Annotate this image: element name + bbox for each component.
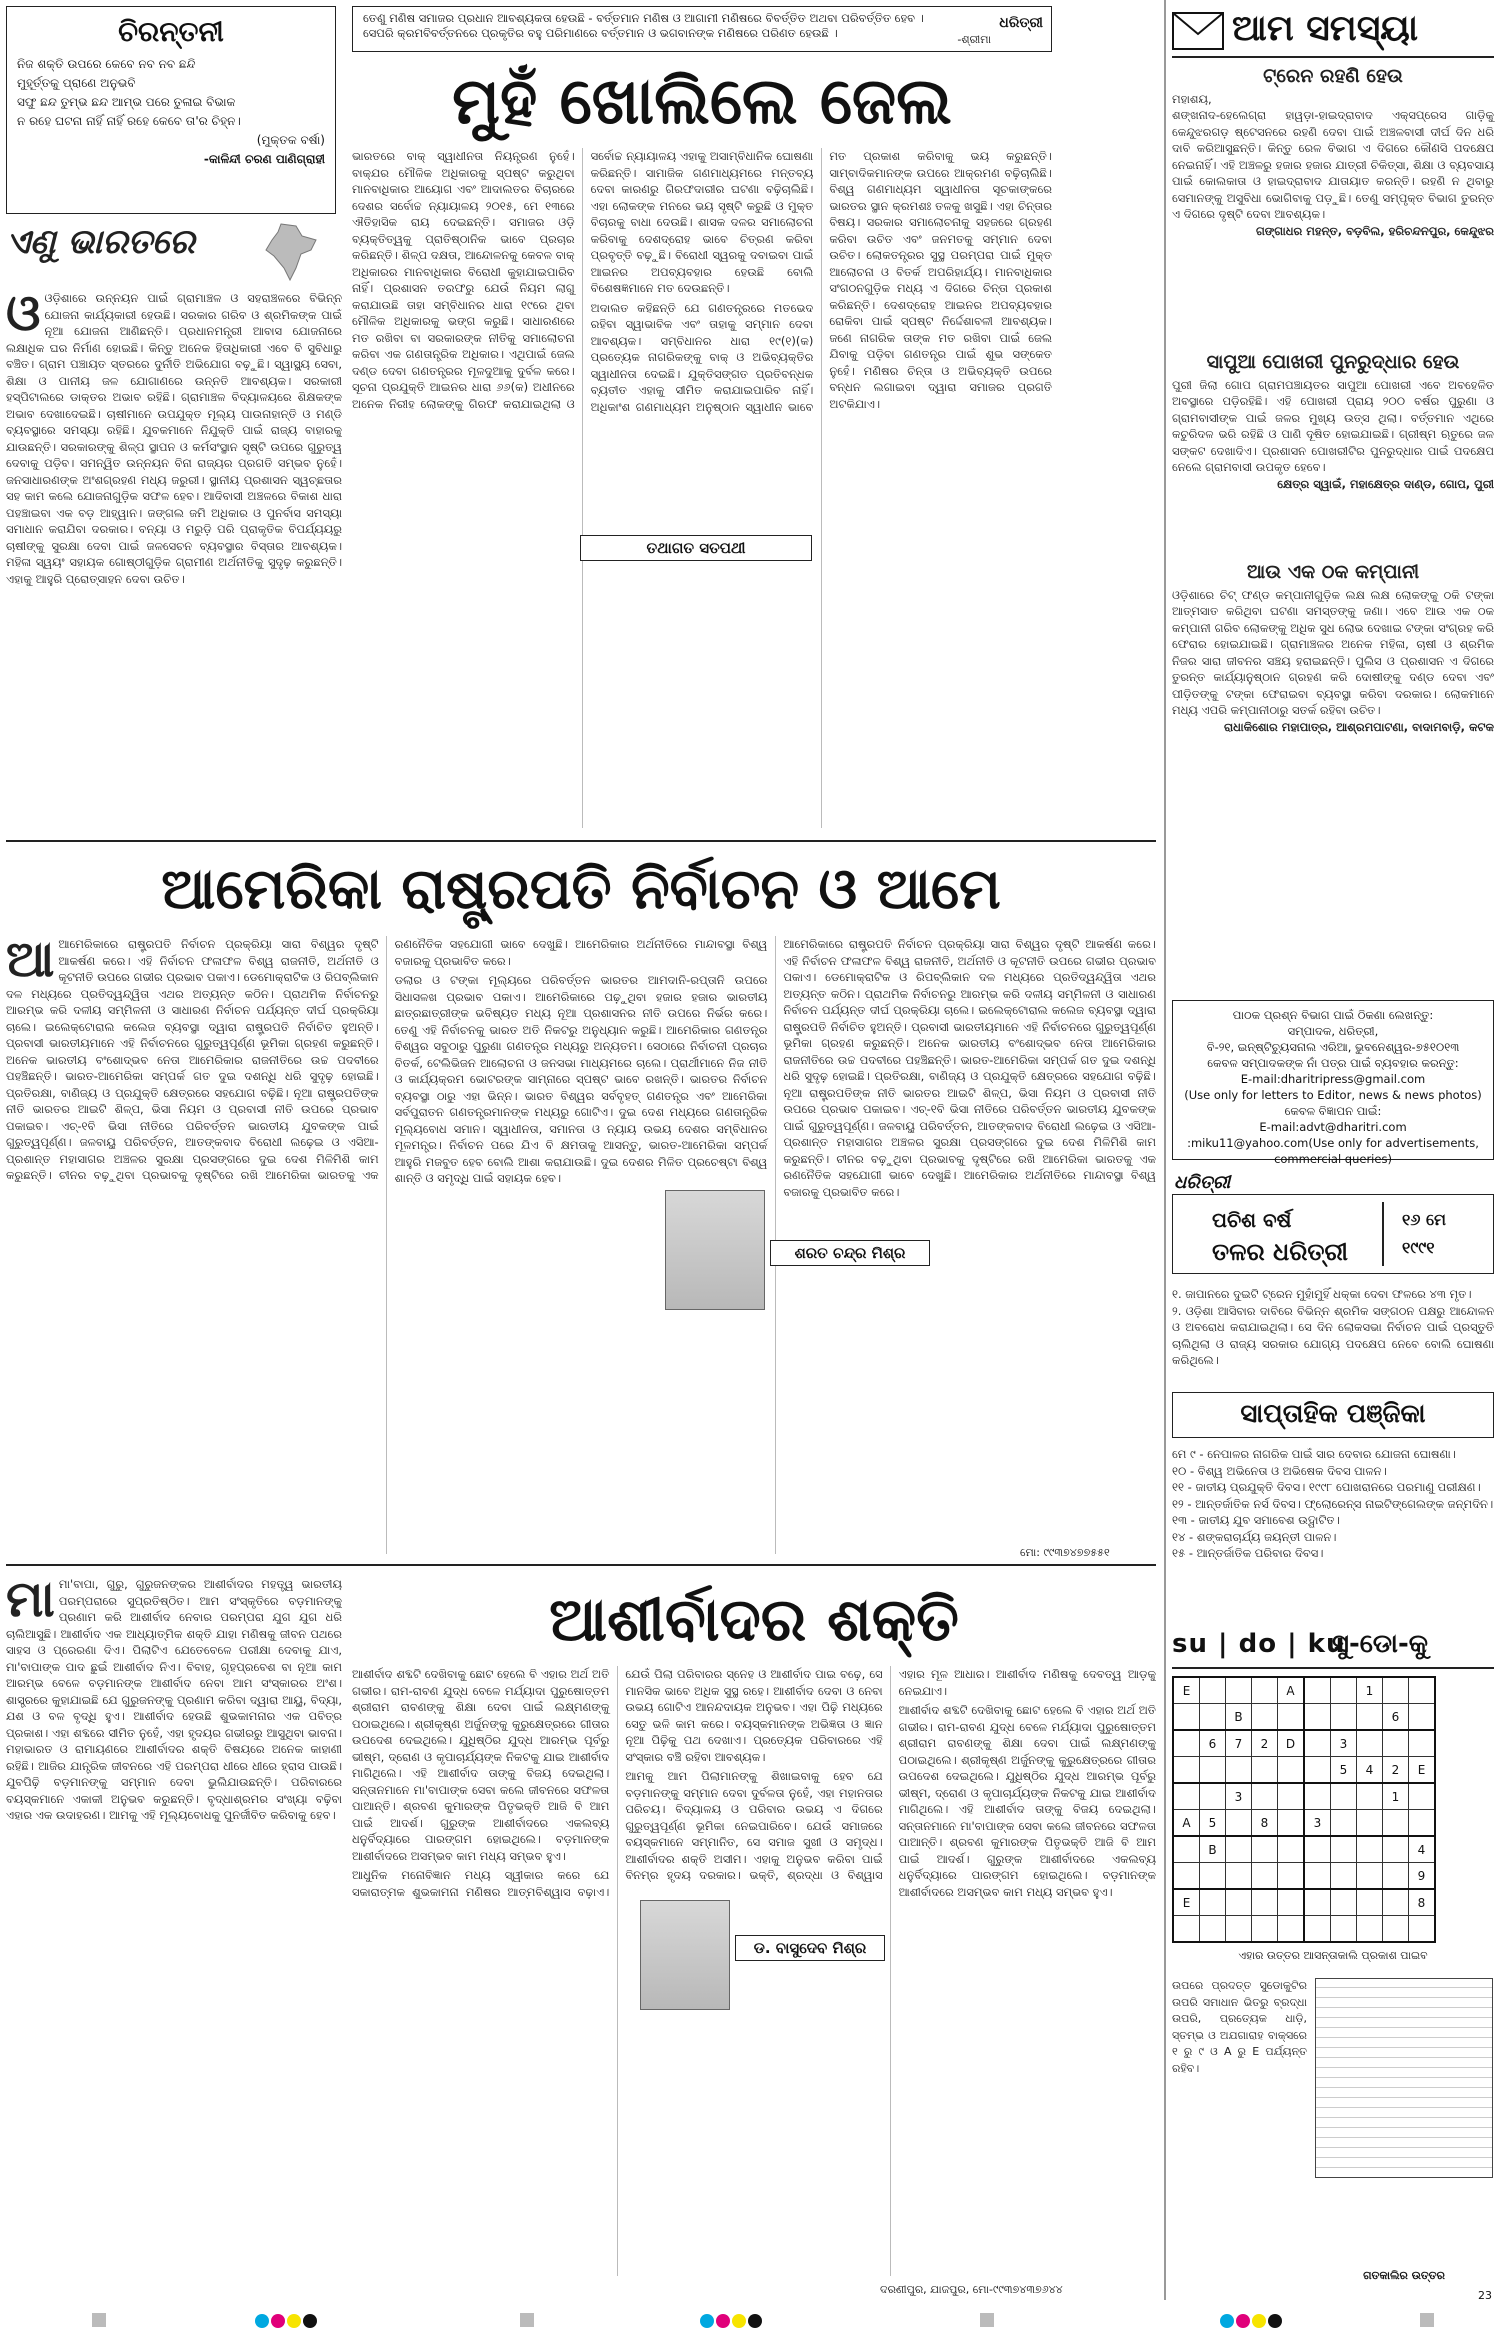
poem-line: ମୁହୂର୍ତ୍ତକୁ ପ୍ରାଣେ ଅନୁଭବି	[17, 76, 136, 90]
address-line: ବି-୨୧, ଇନ୍‌ଷ୍ଟିଚ୍ୟୁସନାଲ ଏରିଆ, ଭୁବନେଶ୍ୱର-୭୫୧୦୧୩	[1206, 1040, 1460, 1054]
sudoku-cell[interactable]: 2	[1252, 1730, 1278, 1757]
weekly-item: ମେ ୯ - ନେପାଳର ନାଗରିକ ପାଇଁ ସାର ଦେବାର ଯୋଜନା ଘୋଷଣା।	[1172, 1447, 1456, 1461]
letter-title: ଟ୍ରେନ ରହଣି ହେଉ	[1263, 65, 1403, 87]
chirantani-title: ଚିରନ୍ତନୀ	[118, 15, 224, 48]
sudoku-cell[interactable]	[1252, 1677, 1278, 1704]
sudoku-cell[interactable]	[1304, 1704, 1331, 1731]
sudoku-cell[interactable]	[1357, 1889, 1383, 1916]
envelope-icon	[1172, 12, 1224, 50]
sudoku-cell[interactable]	[1383, 1836, 1409, 1863]
sudoku-cell[interactable]	[1278, 1863, 1305, 1890]
sudoku-cell[interactable]	[1357, 1783, 1383, 1810]
sudoku-cell[interactable]	[1304, 1836, 1331, 1863]
article3-paragraph: ଆଶୀର୍ବାଦ ଶବ୍ଦଟି ଦେଖିବାକୁ ଛୋଟ ହେଲେ ବି ଏହାର ଅର୍ଥ ଅତି ଗଭୀର। ରାମ-ରାବଣ ଯୁଦ୍ଧ ବେଳେ ମର୍ଯ୍ୟାଦା ପୁରୁଷୋତ୍ତମ ଶ୍ରୀରାମ ରାବଣଙ୍କୁ ଶିକ୍ଷା ଦେବା ପାଇଁ ଲକ୍ଷ୍ମଣଙ୍କୁ ପଠାଇଥିଲେ। ଶ୍ରୀକୃଷ୍ଣ ଅର୍ଜୁନଙ୍କୁ କୁରୁକ୍ଷେତ୍ରରେ ଗୀତାର ଉପଦେଶ ଦେଇଥିଲେ। ଯୁଧିଷ୍ଠିର ଯୁଦ୍ଧ ଆରମ୍ଭ ପୂର୍ବରୁ ଭୀଷ୍ମ, ଦ୍ରୋଣ ଓ କୃପାଚାର୍ଯ୍ୟଙ୍କ ନିକଟକୁ ଯାଇ ଆଶୀର୍ବାଦ ମାଗିଥିଲେ। ଏହି ଆଶୀର୍ବାଦ ତାଙ୍କୁ ବିଜୟ ଦେଇଥିଲା। ସନ୍ତାନମାନେ ମା'ବାପାଙ୍କ ସେବା କଲେ ଜୀବନରେ ସଫଳତା ପାଆନ୍ତି। ଶ୍ରବଣ କୁମାରଙ୍କ ପିତୃଭକ୍ତି ଆଜି ବି ଆମ ପାଇଁ ଆଦର୍ଶ। ଗୁରୁଙ୍କ ଆଶୀର୍ବାଦରେ ଏକଲବ୍ୟ ଧନୁର୍ବିଦ୍ୟାରେ ପାରଙ୍ଗମ ହୋଇଥିଲେ। ବଡ଼ମାନଙ୍କ ଆଶୀର୍ବାଦରେ ଅସମ୍ଭବ କାମ ମଧ୍ୟ ସମ୍ଭବ ହୁଏ।	[898, 1703, 1156, 1899]
ajibharat-header	[6, 222, 336, 282]
sudoku-cell[interactable]	[1304, 1677, 1331, 1704]
article3-paragraph: ଆଶୀର୍ବାଦ ଶବ୍ଦଟି ଦେଖିବାକୁ ଛୋଟ ହେଲେ ବି ଏହାର ଅର୍ଥ ଅତି ଗଭୀର। ରାମ-ରାବଣ ଯୁଦ୍ଧ ବେଳେ ମର୍ଯ୍ୟାଦା ପୁରୁଷୋତ୍ତମ ଶ୍ରୀରାମ ରାବଣଙ୍କୁ ଶିକ୍ଷା ଦେବା ପାଇଁ ଲକ୍ଷ୍ମଣଙ୍କୁ ପଠାଇଥିଲେ। ଶ୍ରୀକୃଷ୍ଣ ଅର୍ଜୁନଙ୍କୁ କୁରୁକ୍ଷେତ୍ରରେ ଗୀତାର ଉପଦେଶ ଦେଇଥିଲେ। ଯୁଧିଷ୍ଠିର ଯୁଦ୍ଧ ଆରମ୍ଭ ପୂର୍ବରୁ ଭୀଷ୍ମ, ଦ୍ରୋଣ ଓ କୃପାଚାର୍ଯ୍ୟଙ୍କ ନିକଟକୁ ଯାଇ ଆଶୀର୍ବାଦ ମାଗିଥିଲେ। ଏହି ଆଶୀର୍ବାଦ ତାଙ୍କୁ ବିଜୟ ଦେଇଥିଲା। ସନ୍ତାନମାନେ ମା'ବାପାଙ୍କ ସେବା କଲେ ଜୀବନରେ ସଫଳତା ପାଆନ୍ତି। ଶ୍ରବଣ କୁମାରଙ୍କ ପିତୃଭକ୍ତି ଆଜି ବି ଆମ ପାଇଁ ଆଦର୍ଶ। ଗୁରୁଙ୍କ ଆଶୀର୍ବାଦରେ ଏକଲବ୍ୟ ଧନୁର୍ବିଦ୍ୟାରେ ପାରଙ୍ଗମ ହୋଇଥିଲେ। ବଡ଼ମାନଙ୍କ ଆଶୀର୍ବାଦରେ ଅସମ୍ଭବ କାମ ମଧ୍ୟ ସମ୍ଭବ ହୁଏ।	[352, 1667, 610, 1863]
quote-attribution: -ଶ୍ରୀମା	[957, 33, 991, 46]
reg-mark	[520, 2313, 534, 2327]
article2-paragraph: ଡଲାର ଓ ଟଙ୍କା ମୂଲ୍ୟରେ ପରିବର୍ତ୍ତନ ଭାରତର ଆମଦାନି-ରପ୍ତାନି ଉପରେ ସିଧାସଳଖ ପ୍ରଭାବ ପକାଏ। ଆମେରିକାରେ ପଢ଼ୁଥିବା ହଜାର ହଜାର ଭାରତୀୟ ଛାତ୍ରଛାତ୍ରୀଙ୍କ ଭବିଷ୍ୟତ ମଧ୍ୟ ନୂଆ ପ୍ରଶାସନର ନୀତି ଉପରେ ନିର୍ଭର କରେ। ତେଣୁ ଏହି ନିର୍ବାଚନକୁ ଭାରତ ଅତି ନିକଟରୁ ଅନୁଧ୍ୟାନ କରୁଛି। ଆମେରିକାର ଗଣତନ୍ତ୍ର ବିଶ୍ୱର ସବୁଠାରୁ ପୁରୁଣା ଗଣତନ୍ତ୍ର ମଧ୍ୟରୁ ଅନ୍ୟତମ। ସେଠାରେ ନିର୍ବାଚନୀ ପ୍ରଚାର ବିତର୍କ, ଟେଲିଭିଜନ ଆଲୋଚନା ଓ ଜନସଭା ମାଧ୍ୟମରେ ଚାଲେ। ପ୍ରାର୍ଥୀମାନେ ନିଜ ନୀତି ଓ କାର୍ଯ୍ୟକ୍ରମ ଭୋଟରଙ୍କ ସାମ୍ନାରେ ସ୍ପଷ୍ଟ ଭାବେ ରଖନ୍ତି। ଭାରତର ନିର୍ବାଚନ ବ୍ୟବସ୍ଥା ଠାରୁ ଏହା ଭିନ୍ନ। ଭାରତ ବିଶ୍ୱର ସର୍ବବୃହତ୍ ଗଣତନ୍ତ୍ର ଏବଂ ଆମେରିକା ସର୍ବପୁରାତନ ଗଣତନ୍ତ୍ରମାନଙ୍କ ମଧ୍ୟରୁ ଗୋଟିଏ। ଦୁଇ ଦେଶ ମଧ୍ୟରେ ଗଣତାନ୍ତ୍ରିକ ମୂଲ୍ୟବୋଧ ସମାନ। ସ୍ୱାଧୀନତା, ସମାନତା ଓ ନ୍ୟାୟ ଉଭୟ ଦେଶର ସମ୍ବିଧାନର ମୂଳମନ୍ତ୍ର। ନିର୍ବାଚନ ପରେ ଯିଏ ବି କ୍ଷମତାକୁ ଆସନ୍ତୁ, ଭାରତ-ଆମେରିକା ସମ୍ପର୍କ ଆହୁରି ମଜବୁତ ହେବ ବୋଲି ଆଶା କରାଯାଉଛି। ଦୁଇ ଦେଶର ମିଳିତ ପ୍ରଚେଷ୍ଟା ବିଶ୍ୱ ଶାନ୍ତି ଓ ସମୃଦ୍ଧି ପାଇଁ ସହାୟକ ହେବ।	[394, 973, 768, 1185]
sudoku-cell[interactable]	[1200, 1916, 1226, 1943]
letter-salute: ମହାଶୟ,	[1172, 91, 1212, 106]
sudoku-cell[interactable]	[1304, 1889, 1331, 1916]
quote-line-2: ସେପରି କ୍ରମବିବର୍ତ୍ତନରେ ପ୍ରକୃତିର ବହୁ ପରିମାଣରେ ବର୍ତ୍ତମାନ ଓ ଭଗବାନଙ୍କ ମଣିଷରେ ପରିଣତ ହେଉଛି ।	[363, 26, 838, 40]
quote-line-1: ତେଣୁ ମଣିଷ ସମାଜର ପ୍ରଧାନ ଆବଶ୍ୟକତା ହେଉଛି - ବର୍ତ୍ତମାନ ମଣିଷ ଓ ଆଗାମୀ ମଣିଷରେ ବିବର୍ତ୍ତିତ ଅଥବା ପରିବର୍ତ୍ତିତ ହେବ ।	[363, 11, 924, 25]
page-number: 23	[1478, 2289, 1492, 2302]
reg-mark	[1420, 2313, 1434, 2327]
sudoku-cell[interactable]	[1357, 1863, 1383, 1890]
sudoku-cell[interactable]: 3	[1304, 1810, 1331, 1837]
sudoku-row	[1173, 1863, 1435, 1890]
sudoku-cell[interactable]	[1200, 1863, 1226, 1890]
sudoku-cell[interactable]	[1304, 1916, 1331, 1943]
top-quote-strip	[352, 6, 1052, 52]
article3-author: ଡ. ବାସୁଦେବ ମିଶ୍ର	[753, 1939, 867, 1957]
sudoku-cell[interactable]	[1278, 1810, 1305, 1837]
poem-line: ନ ରହେ ଘଟନା ନାହିଁ ନାହିଁ ରହେ କେବେ ତା'ର ଚିହ୍ନ।	[17, 114, 241, 128]
past-items	[1172, 1286, 1494, 1369]
article2-paragraph: ଆମେରିକାରେ ରାଷ୍ଟ୍ରପତି ନିର୍ବାଚନ ପ୍ରକ୍ରିୟା ସାରା ବିଶ୍ୱର ଦୃଷ୍ଟି ଆକର୍ଷଣ କରେ। ଏହି ନିର୍ବାଚନ ଫଳାଫଳ ବିଶ୍ୱ ରାଜନୀତି, ଅର୍ଥନୀତି ଓ କୂଟନୀତି ଉପରେ ଗଭୀର ପ୍ରଭାବ ପକାଏ। ଡେମୋକ୍ରାଟିକ ଓ ରିପବ୍ଲିକାନ ଦଳ ମଧ୍ୟରେ ପ୍ରତିଦ୍ୱନ୍ଦ୍ୱିତା ଏଥର ଅତ୍ୟନ୍ତ କଠିନ। ପ୍ରାଥମିକ ନିର୍ବାଚନରୁ ଆରମ୍ଭ କରି ଦଳୀୟ ସମ୍ମିଳନୀ ଓ ସାଧାରଣ ନିର୍ବାଚନ ପର୍ଯ୍ୟନ୍ତ ଦୀର୍ଘ ପ୍ରକ୍ରିୟା ଚାଲେ। ଇଲେକ୍ଟୋରାଲ କଲେଜ ବ୍ୟବସ୍ଥା ଦ୍ୱାରା ରାଷ୍ଟ୍ରପତି ନିର୍ବାଚିତ ହୁଅନ୍ତି। ପ୍ରବାସୀ ଭାରତୀୟମାନେ ଏହି ନିର୍ବାଚନରେ ଗୁରୁତ୍ୱପୂର୍ଣ୍ଣ ଭୂମିକା ଗ୍ରହଣ କରୁଛନ୍ତି। ଅନେକ ଭାରତୀୟ ବଂଶୋଦ୍ଭବ ନେତା ଆମେରିକାର ରାଜନୀତିରେ ଉଚ୍ଚ ପଦବୀରେ ପହଞ୍ଚିଛନ୍ତି। ଭାରତ-ଆମେରିକା ସମ୍ପର୍କ ଗତ ଦୁଇ ଦଶନ୍ଧି ଧରି ସୁଦୃଢ଼ ହୋଇଛି। ପ୍ରତିରକ୍ଷା, ବାଣିଜ୍ୟ ଓ ପ୍ରଯୁକ୍ତି କ୍ଷେତ୍ରରେ ସହଯୋଗ ବଢ଼ିଛି। ନୂଆ ରାଷ୍ଟ୍ରପତିଙ୍କ ନୀତି ଭାରତର ଆଇଟି ଶିଳ୍ପ, ଭିସା ନିୟମ ଓ ପ୍ରବାସୀ ନୀତି ଉପରେ ପ୍ରଭାବ ପକାଇବ। ଏଚ୍-୧ବି ଭିସା ନୀତିରେ ପରିବର୍ତ୍ତନ ଭାରତୀୟ ଯୁବକଙ୍କ ପାଇଁ ଗୁରୁତ୍ୱପୂର୍ଣ୍ଣ। ଜଳବାୟୁ ପରିବର୍ତ୍ତନ, ଆତଙ୍କବାଦ ବିରୋଧୀ ଲଢ଼େଇ ଓ ଏସିଆ-ପ୍ରଶାନ୍ତ ମହାସାଗର ଅଞ୍ଚଳର ସୁରକ୍ଷା ପ୍ରସଙ୍ଗରେ ଦୁଇ ଦେଶ ମିଳିମିଶି କାମ କରୁଛନ୍ତି। ଚୀନର ବଢ଼ୁଥିବା ପ୍ରଭାବକୁ ଦୃଷ୍ଟିରେ ରଖି ଆମେରିକା ଭାରତକୁ ଏକ ରଣନୈତିକ ସହଯୋଗୀ ଭାବେ ଦେଖୁଛି। ଆମେରିକାର ଅର୍ଥନୀତିରେ ମାନ୍ଦାବସ୍ଥା ବିଶ୍ୱ ବଜାରକୁ ପ୍ରଭାବିତ କରେ।	[783, 937, 1156, 1199]
weekly-item: ୧୦ - ବିଶ୍ୱ ଅଭିନେତା ଓ ଅଭିଷେକ ଦିବସ ପାଳନ।	[1172, 1463, 1387, 1478]
letter-body: ପୁରୀ ଜିଲା ଗୋପ ଗ୍ରାମପଞ୍ଚାୟତର ସାପୁଆ ପୋଖରୀ ଏବେ ଅବହେଳିତ ଅବସ୍ଥାରେ ପଡ଼ିରହିଛି। ଏହି ପୋଖରୀ ପ୍ରାୟ ୨୦୦ ବର୍ଷର ପୁରୁଣା ଓ ଗ୍ରାମବାସୀଙ୍କ ପାଇଁ ଜଳର ମୁଖ୍ୟ ଉତ୍ସ ଥିଲା। ବର୍ତ୍ତମାନ ଏଥିରେ କଚୁରିଦଳ ଭରି ରହିଛି ଓ ପାଣି ଦୂଷିତ ହୋଇଯାଇଛି। ଗ୍ରୀଷ୍ମ ଋତୁରେ ଜଳ ସଙ୍କଟ ଦେଖାଦିଏ। ପ୍ରଶାସନ ପୋଖରୀଟିର ପୁନରୁଦ୍ଧାର ପାଇଁ ପଦକ୍ଷେପ ନେଲେ ଗ୍ରାମବାସୀ ଉପକୃତ ହେବେ।	[1172, 377, 1494, 474]
author-photo	[640, 1900, 730, 2010]
weekly-item: ୧୧ - ଜାତୀୟ ପ୍ରଯୁକ୍ତି ଦିବସ। ୧୯୯୮ ପୋଖରାନରେ ପରମାଣୁ ପରୀକ୍ଷଣ।	[1172, 1480, 1481, 1494]
sudoku-cell[interactable]	[1173, 1757, 1200, 1784]
poem-line: ନିଜ ଶକ୍ତି ଉପରେ କେବେ ନବ ନବ ଛନ୍ଦି	[17, 57, 196, 71]
article2-body	[6, 936, 1156, 1554]
sudoku-cell[interactable]: B	[1200, 1836, 1226, 1863]
past-item: ୨. ଓଡ଼ିଶା ଆସିବାର ଦାବିରେ ବିଭିନ୍ନ ଶ୍ରମିକ ସଙ୍ଗଠନ ପକ୍ଷରୁ ଆନ୍ଦୋଳନ ଓ ଅବରୋଧ କରାଯାଇଥିଲା। ସେ ଦିନ ଲୋକସଭା ନିର୍ବାଚନ ପାଇଁ ପ୍ରସ୍ତୁତି ଚାଲିଥିଲା ଓ ରାଜ୍ୟ ସରକାର ଯୋଗ୍ୟ ପଦକ୍ଷେପ ନେବେ ବୋଲି ଘୋଷଣା କରିଥିଲେ।	[1172, 1303, 1494, 1367]
sudoku-cell[interactable]: 4	[1409, 1836, 1436, 1863]
sudoku-cell[interactable]	[1304, 1730, 1331, 1757]
article1-author: ତଥାଗତ ସତପଥୀ	[646, 539, 746, 557]
letter-title: ସାପୁଆ ପୋଖରୀ ପୁନରୁଦ୍ଧାର ହେଉ	[1206, 351, 1460, 373]
sudoku-cell[interactable]: 5	[1331, 1757, 1357, 1784]
print-registration-bar	[0, 2308, 1500, 2333]
sudoku-cell[interactable]	[1331, 1889, 1357, 1916]
sudoku-cell[interactable]	[1173, 1836, 1200, 1863]
sudoku-cell[interactable]	[1252, 1863, 1278, 1890]
sudoku-title: su | do | ku	[1172, 1629, 1346, 1659]
sudoku-cell[interactable]	[1200, 1889, 1226, 1916]
sudoku-title-odia: ସୁ-ଡୋ-କୁ	[1332, 1629, 1428, 1659]
sudoku-cell[interactable]	[1173, 1783, 1200, 1810]
letter-body: ଓଡ଼ିଶାରେ ଚିଟ୍ ଫଣ୍ଡ କମ୍ପାନୀଗୁଡ଼ିକ ଲକ୍ଷ ଲକ୍ଷ ଲୋକଙ୍କୁ ଠକି ଟଙ୍କା ଆତ୍ମସାତ କରିଥିବା ଘଟଣା ସମସ୍ତଙ୍କୁ ଜଣା। ଏବେ ଆଉ ଏକ ଠକ କମ୍ପାନୀ ଗରିବ ଲୋକଙ୍କୁ ଅଧିକ ସୁଧ ଲୋଭ ଦେଖାଇ ଟଙ୍କା ସଂଗ୍ରହ କରି ଫେରାର ହୋଇଯାଇଛି। ଗ୍ରାମାଞ୍ଚଳର ଅନେକ ମହିଳା, ଚାଷୀ ଓ ଶ୍ରମିକ ନିଜର ସାରା ଜୀବନର ସଞ୍ଚୟ ହରାଇଛନ୍ତି। ପୁଲିସ ଓ ପ୍ରଶାସନ ଏ ଦିଗରେ ତୁରନ୍ତ କାର୍ଯ୍ୟାନୁଷ୍ଠାନ ଗ୍ରହଣ କରି ଦୋଷୀଙ୍କୁ ଦଣ୍ଡ ଦେବା ଏବଂ ପୀଡ଼ିତଙ୍କୁ ଟଙ୍କା ଫେରାଇବା ବ୍ୟବସ୍ଥା କରିବା ଦରକାର। ଲୋକମାନେ ମଧ୍ୟ ଏପରି କମ୍ପାନୀଠାରୁ ସତର୍କ ରହିବା ଉଚିତ।	[1172, 587, 1494, 717]
sudoku-cell[interactable]	[1200, 1677, 1226, 1704]
sudoku-cell[interactable]	[1252, 1704, 1278, 1731]
drop-cap: ଓ	[6, 290, 41, 342]
sudoku-cell[interactable]: 5	[1200, 1810, 1226, 1837]
section-divider	[6, 1564, 1156, 1566]
past-divider	[1382, 1202, 1384, 1266]
sudoku-cell[interactable]: 6	[1383, 1704, 1409, 1731]
email-link[interactable]: :miku11@yahoo.com(Use only for advertisements, commercial queries)	[1187, 1136, 1479, 1166]
sudoku-cell[interactable]	[1331, 1863, 1357, 1890]
sudoku-cell[interactable]	[1383, 1730, 1409, 1757]
letter-title: ଆଉ ଏକ ଠକ କମ୍ପାନୀ	[1246, 561, 1420, 583]
sudoku-cell[interactable]	[1173, 1916, 1200, 1943]
article1-paragraph: ଅଦାଲତ କହିଛନ୍ତି ଯେ ଗଣତନ୍ତ୍ରରେ ମତଭେଦ ରହିବା ସ୍ୱାଭାବିକ ଏବଂ ତାହାକୁ ସମ୍ମାନ ଦେବା ଆବଶ୍ୟକ। ସମ୍ବିଧାନର ଧାରା ୧୯(୧)(କ) ପ୍ରତ୍ୟେକ ନାଗରିକଙ୍କୁ ବାକ୍ ଓ ଅଭିବ୍ୟକ୍ତିର ସ୍ୱାଧୀନତା ଦେଇଛି। ଯୁକ୍ତିସଙ୍ଗତ ପ୍ରତିବନ୍ଧକ ବ୍ୟତୀତ ଏହାକୁ ସୀମିତ କରାଯାଇପାରିବ ନାହିଁ। ଅଧିକାଂଶ ଗଣମାଧ୍ୟମ ଅନୁଷ୍ଠାନ ସ୍ୱାଧୀନ ଭାବେ ମତ ପ୍ରକାଶ କରିବାକୁ ଭୟ କରୁଛନ୍ତି। ସାମ୍ବାଦିକମାନଙ୍କ ଉପରେ ଆକ୍ରମଣ ବଢ଼ିଚାଲିଛି। ବିଶ୍ୱ ଗଣମାଧ୍ୟମ ସ୍ୱାଧୀନତା ସୂଚକାଙ୍କରେ ଭାରତର ସ୍ଥାନ କ୍ରମଶଃ ତଳକୁ ଖସୁଛି। ଏହା ଚିନ୍ତାର ବିଷୟ। ସରକାର ସମାଲୋଚନାକୁ ସହଜରେ ଗ୍ରହଣ କରିବା ଉଚିତ ଏବଂ ଜନମତକୁ ସମ୍ମାନ ଦେବା ଉଚିତ। ଲୋକତନ୍ତ୍ରର ସୁସ୍ଥ ପରମ୍ପରା ପାଇଁ ମୁକ୍ତ ଆଲୋଚନା ଓ ବିତର୍କ ଅପରିହାର୍ଯ୍ୟ। ମାନବାଧିକାର ସଂଗଠନଗୁଡ଼ିକ ମଧ୍ୟ ଏ ଦିଗରେ ଚିନ୍ତା ପ୍ରକାଶ କରିଛନ୍ତି। ଦେଶଦ୍ରୋହ ଆଇନର ଅପବ୍ୟବହାର ରୋକିବା ପାଇଁ ସ୍ପଷ୍ଟ ନିର୍ଦ୍ଦେଶାବଳୀ ଆବଶ୍ୟକ। ଜଣେ ନାଗରିକ ତାଙ୍କ ମତ ରଖିବା ପାଇଁ ଜେଲ ଯିବାକୁ ପଡ଼ିବା ଗଣତନ୍ତ୍ର ପାଇଁ ଶୁଭ ସଙ୍କେତ ନୁହେଁ। ମଣିଷର ଚିନ୍ତା ଓ ଅଭିବ୍ୟକ୍ତି ଉପରେ ବନ୍ଧନ ଲଗାଇବା ଦ୍ୱାରା ସମାଜର ପ୍ରଗତି ଅଟକିଯାଏ।	[590, 149, 1052, 414]
sudoku-cell[interactable]	[1226, 1677, 1252, 1704]
sudoku-cell[interactable]	[1331, 1704, 1357, 1731]
weekly-item: ୧୨ - ଆନ୍ତର୍ଜାତିକ ନର୍ସ ଦିବସ। ଫ୍ଲୋରେନ୍ସ ନାଇଟିଙ୍ଗେଲଙ୍କ ଜନ୍ମଦିନ।	[1172, 1496, 1494, 1511]
sudoku-cell[interactable]	[1331, 1916, 1357, 1943]
sudoku-cell[interactable]	[1252, 1916, 1278, 1943]
sudoku-cell[interactable]	[1278, 1757, 1305, 1784]
previous-answer-grid	[1315, 1978, 1493, 2178]
article2-author: ଶରତ ଚନ୍ଦ୍ର ମିଶ୍ର	[794, 1244, 906, 1262]
sudoku-cell[interactable]: A	[1278, 1677, 1305, 1704]
letter-sign: ଗଙ୍ଗାଧର ମହନ୍ତ, ବଡ଼ବିଲ, ହରିଚନ୍ଦନପୁର, କେନ୍ଦୁଝର	[1255, 223, 1494, 238]
ajibharat-title: ଏଣୁ ଭାରତରେ	[6, 222, 195, 262]
sudoku-grid-wrap	[1172, 1676, 1436, 1943]
past-year: ୧୯୯୧	[1402, 1238, 1435, 1257]
sudoku-cell[interactable]	[1357, 1810, 1383, 1837]
address-line: କେବଳ ସମ୍ପାଦକଙ୍କ ନାଁ ପତ୍ର ପାଇଁ ବ୍ୟବହାର କରନ୍ତୁ:	[1207, 1056, 1459, 1070]
weekly-title: ସାପ୍ତାହିକ ପଞ୍ଜିକା	[1172, 1392, 1494, 1438]
article3-footer: ଦରଣୀପୁର, ଯାଜପୁର, ମୋ-୯୯୩୭୪୩୭୬୪୪	[880, 2283, 1063, 2296]
sudoku-row	[1173, 1783, 1435, 1810]
sudoku-cell[interactable]	[1357, 1730, 1383, 1757]
weekly-item: ୧୩ - ଜାତୀୟ ଯୁବ ସମାବେଶ ଉଦ୍ଘାଟିତ।	[1172, 1513, 1340, 1527]
sudoku-cell[interactable]	[1331, 1810, 1357, 1837]
india-map-icon	[256, 222, 326, 282]
article1-author-badge	[580, 535, 812, 561]
article3-lead-body: ମା'ବାପା, ଗୁରୁ, ଗୁରୁଜନଙ୍କର ଆଶୀର୍ବାଦର ମହତ୍ତ୍ୱ ଭାରତୀୟ ପରମ୍ପରାରେ ସୁପ୍ରତିଷ୍ଠିତ। ଆମ ସଂସ୍କୃତିରେ ବଡ଼ମାନଙ୍କୁ ପ୍ରଣାମ କରି ଆଶୀର୍ବାଦ ନେବାର ପରମ୍ପରା ଯୁଗ ଯୁଗ ଧରି ଚାଲିଆସୁଛି। ଆଶୀର୍ବାଦ ଏକ ଆଧ୍ୟାତ୍ମିକ ଶକ୍ତି ଯାହା ମଣିଷକୁ ଜୀବନ ପଥରେ ସାହସ ଓ ପ୍ରେରଣା ଦିଏ। ପିଲାଟିଏ ଯେତେବେଳେ ପରୀକ୍ଷା ଦେବାକୁ ଯାଏ, ମା'ବାପାଙ୍କ ପାଦ ଛୁଇଁ ଆଶୀର୍ବାଦ ନିଏ। ବିବାହ, ଗୃହପ୍ରବେଶ ବା ନୂଆ କାମ ଆରମ୍ଭ ବେଳେ ବଡ଼ମାନଙ୍କ ଆଶୀର୍ବାଦ ନେବା ଆମ ସଂସ୍କାରର ଅଂଶ। ଶାସ୍ତ୍ରରେ କୁହାଯାଇଛି ଯେ ଗୁରୁଜନଙ୍କୁ ପ୍ରଣାମ କରିବା ଦ୍ୱାରା ଆୟୁ, ବିଦ୍ୟା, ଯଶ ଓ ବଳ ବୃଦ୍ଧି ହୁଏ। ଆଶୀର୍ବାଦ ହେଉଛି ଶୁଭକାମନାର ଏକ ପବିତ୍ର ପ୍ରକାଶ। ଏହା ଶବ୍ଦରେ ସୀମିତ ନୁହେଁ, ଏହା ହୃଦୟର ଗଭୀରରୁ ଆସୁଥିବା ଭାବନା। ମହାଭାରତ ଓ ରାମାୟଣରେ ଆଶୀର୍ବାଦର ଶକ୍ତି ବିଷୟରେ ଅନେକ କାହାଣୀ ରହିଛି। ଆଜିର ଯାନ୍ତ୍ରିକ ଜୀବନରେ ଏହି ପରମ୍ପରା ଧୀରେ ଧୀରେ ହ୍ରାସ ପାଉଛି। ଯୁବପିଢ଼ି ବଡ଼ମାନଙ୍କୁ ସମ୍ମାନ ଦେବା ଭୁଲିଯାଉଛନ୍ତି। ପରିବାରରେ ବୟସ୍କମାନେ ଏକାକୀ ଅନୁଭବ କରୁଛନ୍ତି। ବୃଦ୍ଧାଶ୍ରମର ସଂଖ୍ୟା ବଢ଼ିବା ଏହାର ଏକ ଉଦାହରଣ। ଆମକୁ ଏହି ମୂଲ୍ୟବୋଧକୁ ପୁନର୍ଜୀବିତ କରିବାକୁ ହେବ।	[6, 1577, 342, 1822]
sudoku-cell[interactable]: 6	[1200, 1730, 1226, 1757]
sudoku-cell[interactable]	[1173, 1863, 1200, 1890]
past-dharitri-box	[1172, 1172, 1494, 1280]
sudoku-cell[interactable]	[1409, 1677, 1436, 1704]
left-article	[6, 290, 342, 830]
sudoku-cell[interactable]	[1278, 1704, 1305, 1731]
sudoku-cell[interactable]: 7	[1226, 1730, 1252, 1757]
past-item: ୧. ଜାପାନରେ ଦୁଇଟି ଟ୍ରେନ ମୁହାଁମୁହିଁ ଧକ୍କା ଦେବା ଫଳରେ ୪୩ ମୃତ।	[1172, 1287, 1472, 1301]
sudoku-cell[interactable]	[1226, 1889, 1252, 1916]
sudoku-cell[interactable]	[1331, 1783, 1357, 1810]
sudoku-cell[interactable]: 4	[1357, 1757, 1383, 1784]
sudoku-cell[interactable]	[1278, 1783, 1305, 1810]
brand-logo: ଧରିତ୍ରୀ	[999, 15, 1043, 31]
sudoku-cell[interactable]	[1383, 1677, 1409, 1704]
sudoku-cell[interactable]	[1357, 1916, 1383, 1943]
address-line: କେବଳ ବିଜ୍ଞାପନ ପାଇଁ:	[1284, 1104, 1382, 1118]
sudoku-cell[interactable]	[1226, 1836, 1252, 1863]
author-photo	[665, 1190, 765, 1310]
poem-author: -କାଳିନ୍ଦୀ ଚରଣ ପାଣିଗ୍ରାହୀ	[203, 152, 325, 166]
sudoku-cell[interactable]	[1252, 1889, 1278, 1916]
sudoku-cell[interactable]	[1357, 1836, 1383, 1863]
article1-body	[352, 148, 1052, 828]
sudoku-cell[interactable]: 1	[1383, 1783, 1409, 1810]
letter-train	[1172, 64, 1494, 239]
address-box	[1172, 1000, 1494, 1166]
address-note: (Use only for letters to Editor, news & news photos)	[1184, 1088, 1482, 1102]
sudoku-grid[interactable]	[1172, 1676, 1436, 1943]
sudoku-cell[interactable]: 9	[1409, 1863, 1436, 1890]
sudoku-cell[interactable]: 3	[1331, 1730, 1357, 1757]
address-line: ପାଠକ ପ୍ରଶ୍ନ ବିଭାଗ ପାଇଁ ଠିକଣା ଲେଖନ୍ତୁ:	[1232, 1008, 1434, 1022]
chirantani-box	[6, 6, 336, 214]
article1-paragraph: ଭାରତରେ ବାକ୍ ସ୍ୱାଧୀନତା ନିୟନ୍ତ୍ରଣ ନୁହେଁ। ବାକ୍ଯର ମୌଳିକ ଅଧିକାରକୁ ସ୍ପଷ୍ଟ କରୁଥିବା ମାନବାଧିକାର ଆୟୋଗ ଏବଂ ଆଦାଲତର ବିଚାରରେ ଦେଶର ସର୍ବୋଚ୍ଚ ନ୍ୟାୟାଳୟ ୨୦୧୫, ମେ ୧୩ରେ ଐତିହାସିକ ରାୟ ଦେଇଛନ୍ତି। ସମାଜର ଓଡ଼ି ବ୍ୟକ୍ତିତ୍ୱକୁ ପ୍ରାତିଷ୍ଠାନିକ ଭାବେ ପ୍ରଚାର କରିଛନ୍ତି। ଶିଳ୍ପ ଦକ୍ଷତା, ଆନ୍ଦୋଳନକୁ କେବଳ ବାକ୍ ଅଧିକାରର ମାନବାଧିକାର ବିରୋଧୀ କୁହାଯାଇପାରିବ ନାହିଁ। ପ୍ରଶାସନ ତରଫରୁ ଯେଉଁ ନିୟମ ଲାଗୁ କରାଯାଉଛି ତାହା ସମ୍ବିଧାନର ଧାରା ୧୯ରେ ଥିବା ମୌଳିକ ଅଧିକାରକୁ ଭଙ୍ଗ କରୁଛି। ସାଧାରଣରେ ମତ ରଖିବା ବା ସରକାରଙ୍କ ନୀତିକୁ ସମାଲୋଚନା କରିବା ଏକ ଗଣତାନ୍ତ୍ରିକ ଅଧିକାର। ଏଥିପାଇଁ ଜେଲ ଦଣ୍ଡ ଦେବା ଗଣତନ୍ତ୍ରର ମୂଳଦୁଆକୁ ଦୁର୍ବଳ କରେ। ସୂଚନା ପ୍ରଯୁକ୍ତି ଆଇନର ଧାରା ୬୬(କ) ଅଧୀନରେ ଅନେକ ନିରୀହ ଲୋକଙ୍କୁ ଗିରଫ କରାଯାଇଥିଲା ଓ ସର୍ବୋଚ୍ଚ ନ୍ୟାୟାଳୟ ଏହାକୁ ଅସାମ୍ବିଧାନିକ ଘୋଷଣା କରିଛନ୍ତି। ସାମାଜିକ ଗଣମାଧ୍ୟମରେ ମନ୍ତବ୍ୟ ଦେବା କାରଣରୁ ଗିରଫଦାରୀର ଘଟଣା ବଢ଼ିଚାଲିଛି। ଏହା ଲୋକଙ୍କ ମନରେ ଭୟ ସୃଷ୍ଟି କରୁଛି ଓ ମୁକ୍ତ ବିଚାରକୁ ବାଧା ଦେଉଛି। ଶାସକ ଦଳର ସମାଲୋଚନା କରିବାକୁ ଦେଶଦ୍ରୋହ ଭାବେ ଚିତ୍ରଣ କରିବା ପ୍ରବୃତ୍ତି ବଢ଼ୁଛି। ବିରୋଧୀ ସ୍ୱରକୁ ଦବାଇବା ପାଇଁ ଆଇନର ଅପବ୍ୟବହାର ହେଉଛି ବୋଲି ବିଶେଷଜ୍ଞମାନେ ମତ ଦେଉଛନ୍ତି।	[352, 149, 814, 411]
sudoku-cell[interactable]	[1252, 1783, 1278, 1810]
sudoku-cell[interactable]: 2	[1383, 1757, 1409, 1784]
address-line: ସମ୍ପାଦକ, ଧରିତ୍ରୀ,	[1287, 1024, 1379, 1038]
color-dots	[700, 2313, 764, 2332]
sudoku-cell[interactable]: A	[1173, 1810, 1200, 1837]
sudoku-cell[interactable]	[1409, 1730, 1436, 1757]
article3-body	[352, 1666, 1156, 2276]
sudoku-cell[interactable]	[1409, 1783, 1436, 1810]
letter-sign: ରାଧାକିଶୋର ମହାପାତ୍ର, ଆଶ୍ରମପାଟଣା, ବାଦାମବାଡ଼ି, କଟକ	[1224, 719, 1494, 734]
color-dots	[255, 2313, 319, 2332]
article3-paragraph: ଆମକୁ ଆମ ପିଲାମାନଙ୍କୁ ଶିଖାଇବାକୁ ହେବ ଯେ ବଡ଼ମାନଙ୍କୁ ସମ୍ମାନ ଦେବା ଦୁର୍ବଳତା ନୁହେଁ, ଏହା ମହାନତାର ପରିଚୟ। ବିଦ୍ୟାଳୟ ଓ ପରିବାର ଉଭୟ ଏ ଦିଗରେ ଗୁରୁତ୍ୱପୂର୍ଣ୍ଣ ଭୂମିକା ନେଇପାରିବେ। ଯେଉଁ ସମାଜରେ ବୟସ୍କମାନେ ସମ୍ମାନିତ, ସେ ସମାଜ ସୁଖୀ ଓ ସମୃଦ୍ଧ। ଆଶୀର୍ବାଦର ଶକ୍ତି ଅସୀମ। ଏହାକୁ ଅନୁଭବ କରିବା ପାଇଁ ବିନମ୍ର ହୃଦୟ ଦରକାର। ଭକ୍ତି, ଶ୍ରଦ୍ଧା ଓ ବିଶ୍ୱାସ ଏହାର ମୂଳ ଆଧାର। ଆଶୀର୍ବାଦ ମଣିଷକୁ ଦେବତ୍ୱ ଆଡ଼କୁ ନେଇଯାଏ।	[625, 1667, 1156, 1882]
sudoku-cell[interactable]	[1173, 1704, 1200, 1731]
sudoku-cell[interactable]	[1226, 1863, 1252, 1890]
weekly-item: ୧୫ - ଆନ୍ତର୍ଜାତିକ ପରିବାର ଦିବସ।	[1172, 1546, 1324, 1560]
sudoku-cell[interactable]: E	[1173, 1889, 1200, 1916]
sudoku-cell[interactable]	[1278, 1889, 1305, 1916]
sudoku-cell[interactable]	[1226, 1810, 1252, 1837]
sudoku-cell[interactable]	[1304, 1783, 1331, 1810]
sudoku-cell[interactable]: 8	[1252, 1810, 1278, 1837]
sudoku-cell[interactable]: 8	[1409, 1889, 1436, 1916]
sudoku-cell[interactable]: B	[1226, 1704, 1252, 1731]
sudoku-instructions: ଉପରେ ପ୍ରଦତ୍ତ ସୁଡୋକୁଟିର ଉପରି ସମାଧାନ ଭିତରୁ ବ୍ରଦ୍ଧା ଉପରି, ପ୍ରତ୍ୟେକ ଧାଡ଼ି, ସ୍ତମ୍ଭ ଓ ଅଯଗାରାହ ବାକ୍ସରେ ୧ ରୁ ୯ ଓ A ରୁ E ପର୍ଯ୍ୟନ୍ତ ରହିବ।	[1172, 1979, 1307, 2075]
sudoku-cell[interactable]	[1200, 1757, 1226, 1784]
drop-cap: ଆ	[6, 936, 55, 988]
sudoku-cell[interactable]	[1304, 1863, 1331, 1890]
article2-headline: ଆମେରିକା ରାଷ୍ଟ୍ରପତି ନିର୍ବାଚନ ଓ ଆମେ	[161, 857, 1001, 922]
sudoku-cell[interactable]	[1357, 1704, 1383, 1731]
sudoku-cell[interactable]: 1	[1357, 1677, 1383, 1704]
letter-sign: କ୍ଷେତ୍ର ସ୍ୱାଇଁ, ମହାକ୍ଷେତ୍ର ଦାଣ୍ଡ, ଗୋପ, ପୁରୀ	[1277, 476, 1494, 491]
sudoku-cell[interactable]: D	[1278, 1730, 1305, 1757]
article1-headline: ମୁହଁ ଖୋଲିଲେ ଜେଲ	[452, 65, 952, 139]
sudoku-cell[interactable]	[1331, 1677, 1357, 1704]
sudoku-cell[interactable]: E	[1173, 1677, 1200, 1704]
sidebar-divider	[1164, 0, 1166, 2300]
reg-mark	[980, 2313, 994, 2327]
sudoku-row	[1173, 1916, 1435, 1943]
sudoku-cell[interactable]	[1331, 1836, 1357, 1863]
drop-cap: ମା	[6, 1576, 55, 1628]
weekly-list	[1172, 1446, 1494, 1562]
article2-author-badge	[770, 1240, 930, 1266]
sudoku-row	[1173, 1889, 1435, 1916]
left-article-body: ଓଡ଼ିଶାରେ ଉନ୍ନୟନ ପାଇଁ ଗ୍ରାମାଞ୍ଚଳ ଓ ସହରାଞ୍ଚଳରେ ବିଭିନ୍ନ ଯୋଜନା କାର୍ଯ୍ୟକାରୀ ହେଉଛି। ସରକାର ଗରିବ ଓ ଶ୍ରମିକଙ୍କ ପାଇଁ ନୂଆ ଯୋଜନା ଆଣିଛନ୍ତି। ପ୍ରଧାନମନ୍ତ୍ରୀ ଆବାସ ଯୋଜନାରେ ଲକ୍ଷାଧିକ ଘର ନିର୍ମାଣ ହୋଇଛି। କିନ୍ତୁ ଅନେକ ହିତାଧିକାରୀ ଏବେ ବି ସୁବିଧାରୁ ବଞ୍ଚିତ। ଗ୍ରାମ ପଞ୍ଚାୟତ ସ୍ତରରେ ଦୁର୍ନୀତି ଅଭିଯୋଗ ବଢ଼ୁଛି। ସ୍ୱାସ୍ଥ୍ୟ ସେବା, ଶିକ୍ଷା ଓ ପାନୀୟ ଜଳ ଯୋଗାଣରେ ଉନ୍ନତି ଆବଶ୍ୟକ। ସରକାରୀ ହସ୍ପିଟାଲରେ ଡାକ୍ତର ଅଭାବ ରହିଛି। ଗ୍ରାମାଞ୍ଚଳ ବିଦ୍ୟାଳୟରେ ଶିକ୍ଷକଙ୍କ ଅଭାବ ଦେଖାଦେଇଛି। ଚାଷୀମାନେ ଉପଯୁକ୍ତ ମୂଲ୍ୟ ପାଉନାହାନ୍ତି ଓ ମଣ୍ଡି ବ୍ୟବସ୍ଥାରେ ସମସ୍ୟା ରହିଛି। ଯୁବକମାନେ ନିଯୁକ୍ତି ପାଇଁ ରାଜ୍ୟ ବାହାରକୁ ଯାଉଛନ୍ତି। ସରକାରଙ୍କୁ ଶିଳ୍ପ ସ୍ଥାପନ ଓ କର୍ମସଂସ୍ଥାନ ସୃଷ୍ଟି ଉପରେ ଗୁରୁତ୍ୱ ଦେବାକୁ ପଡ଼ିବ। ସମନ୍ୱିତ ଉନ୍ନୟନ ବିନା ରାଜ୍ୟର ପ୍ରଗତି ସମ୍ଭବ ନୁହେଁ। ଜନସାଧାରଣଙ୍କ ଅଂଶଗ୍ରହଣ ମଧ୍ୟ ଜରୁରୀ। ସ୍ଥାନୀୟ ପ୍ରଶାସନ ସ୍ୱଚ୍ଛତାର ସହ କାମ କଲେ ଯୋଜନାଗୁଡ଼ିକ ସଫଳ ହେବ। ଆଦିବାସୀ ଅଞ୍ଚଳରେ ବିକାଶ ଧାରା ପହଞ୍ଚାଇବା ଏକ ବଡ଼ ଆହ୍ୱାନ। ଜଙ୍ଗଲ ଜମି ଅଧିକାର ଓ ପୁନର୍ବାସ ସମସ୍ୟା ସମାଧାନ କରାଯିବା ଦରକାର। ବନ୍ୟା ଓ ମରୁଡ଼ି ପରି ପ୍ରାକୃତିକ ବିପର୍ଯ୍ୟୟରୁ ଚାଷୀଙ୍କୁ ସୁରକ୍ଷା ଦେବା ପାଇଁ ଜଳସେଚନ ବ୍ୟବସ୍ଥାର ବିସ୍ତାର ଆବଶ୍ୟକ। ମହିଳା ସ୍ୱୟଂ ସହାୟକ ଗୋଷ୍ଠୀଗୁଡ଼ିକ ଗ୍ରାମୀଣ ଅର୍ଥନୀତିକୁ ସୁଦୃଢ଼ କରୁଛନ୍ତି। ଏହାକୁ ଆହୁରି ପ୍ରୋତ୍ସାହନ ଦେବା ଉଚିତ।	[6, 291, 342, 586]
sudoku-row	[1173, 1810, 1435, 1837]
article3-headline: ଆଶୀର୍ବାଦର ଶକ୍ତି	[549, 1585, 959, 1655]
sudoku-cell[interactable]	[1252, 1757, 1278, 1784]
article3-lead	[6, 1576, 342, 2280]
article2-contact: ମୋ: ୯୯୩୭୪୭୭୫୫୧	[1020, 1546, 1110, 1559]
sudoku-cell[interactable]	[1226, 1757, 1252, 1784]
past-date: ୧୬ ମେ	[1402, 1210, 1446, 1229]
email-link[interactable]: E-mail:dharitripress@gmail.com	[1240, 1072, 1426, 1086]
sudoku-cell[interactable]	[1383, 1810, 1409, 1837]
letter-body: ଶଙ୍ଖନାଦ-ହେଲେଗ୍ରା ହାୱଡ଼ା-ହାଇଦ୍ରାବାଦ ଏକ୍ସପ୍ରେସ ଗାଡ଼ିକୁ କେନ୍ଦୁଝରଗଡ଼ ଷ୍ଟେସନରେ ରହଣି ଦେବା ପାଇଁ ଅଞ୍ଚଳବାସୀ ଦୀର୍ଘ ଦିନ ଧରି ଦାବି କରିଆସୁଛନ୍ତି। କିନ୍ତୁ ରେଳ ବିଭାଗ ଏ ଦିଗରେ କୌଣସି ପଦକ୍ଷେପ ନେଇନାହିଁ। ଏହି ଅଞ୍ଚଳରୁ ହଜାର ହଜାର ଯାତ୍ରୀ ଚିକିତ୍ସା, ଶିକ୍ଷା ଓ ବ୍ୟବସାୟ ପାଇଁ କୋଲକାତା ଓ ହାଇଦ୍ରାବାଦ ଯାତାୟାତ କରନ୍ତି। ରହଣି ନ ଥିବାରୁ ସେମାନଙ୍କୁ ଅସୁବିଧା ଭୋଗିବାକୁ ପଡ଼ୁଛି। ତେଣୁ ସମ୍ପୃକ୍ତ ବିଭାଗ ତୁରନ୍ତ ଏ ଦିଗରେ ଦୃଷ୍ଟି ଦେବା ଆବଶ୍ୟକ।	[1172, 108, 1494, 221]
past-title-1: ପଚିଶ ବର୍ଷ	[1212, 1208, 1292, 1232]
article3-paragraph: ଆଧୁନିକ ମନୋବିଜ୍ଞାନ ମଧ୍ୟ ସ୍ୱୀକାର କରେ ଯେ ସକାରାତ୍ମକ ଶୁଭକାମନା ମଣିଷର ଆତ୍ମବିଶ୍ୱାସ ବଢ଼ାଏ। ଯେଉଁ ପିଲା ପରିବାରର ସ୍ନେହ ଓ ଆଶୀର୍ବାଦ ପାଇ ବଢ଼େ, ସେ ମାନସିକ ଭାବେ ଅଧିକ ସୁସ୍ଥ ରହେ। ଆଶୀର୍ବାଦ ଦେବା ଓ ନେବା ଉଭୟ ଗୋଟିଏ ଆନନ୍ଦଦାୟକ ଅନୁଭବ। ଏହା ପିଢ଼ି ମଧ୍ୟରେ ସେତୁ ଭଳି କାମ କରେ। ବୟସ୍କମାନଙ୍କ ଅଭିଜ୍ଞତା ଓ ଜ୍ଞାନ ନୂଆ ପିଢ଼ିକୁ ପଥ ଦେଖାଏ। ପ୍ରତ୍ୟେକ ପରିବାରରେ ଏହି ସଂସ୍କାର ବଞ୍ଚି ରହିବା ଆବଶ୍ୟକ।	[352, 1667, 883, 1899]
sudoku-cell[interactable]	[1278, 1836, 1305, 1863]
sudoku-cell[interactable]	[1173, 1730, 1200, 1757]
letter-company	[1172, 560, 1494, 735]
previous-answer-caption: ଗତକାଲିର ଉତ୍ତର	[1363, 2269, 1445, 2282]
sudoku-row	[1173, 1704, 1435, 1731]
sudoku-cell[interactable]	[1383, 1889, 1409, 1916]
sudoku-note: ଏହାର ଉତ୍ତର ଆସନ୍ତାକାଲି ପ୍ରକାଶ ପାଇବ	[1238, 1949, 1428, 1962]
sudoku-row	[1173, 1757, 1435, 1784]
sudoku-header	[1172, 1625, 1494, 1669]
section-divider	[6, 840, 1156, 842]
article2-paragraph: ଆମେରିକାରେ ରାଷ୍ଟ୍ରପତି ନିର୍ବାଚନ ପ୍ରକ୍ରିୟା ସାରା ବିଶ୍ୱର ଦୃଷ୍ଟି ଆକର୍ଷଣ କରେ। ଏହି ନିର୍ବାଚନ ଫଳାଫଳ ବିଶ୍ୱ ରାଜନୀତି, ଅର୍ଥନୀତି ଓ କୂଟନୀତି ଉପରେ ଗଭୀର ପ୍ରଭାବ ପକାଏ। ଡେମୋକ୍ରାଟିକ ଓ ରିପବ୍ଲିକାନ ଦଳ ମଧ୍ୟରେ ପ୍ରତିଦ୍ୱନ୍ଦ୍ୱିତା ଏଥର ଅତ୍ୟନ୍ତ କଠିନ। ପ୍ରାଥମିକ ନିର୍ବାଚନରୁ ଆରମ୍ଭ କରି ଦଳୀୟ ସମ୍ମିଳନୀ ଓ ସାଧାରଣ ନିର୍ବାଚନ ପର୍ଯ୍ୟନ୍ତ ଦୀର୍ଘ ପ୍ରକ୍ରିୟା ଚାଲେ। ଇଲେକ୍ଟୋରାଲ କଲେଜ ବ୍ୟବସ୍ଥା ଦ୍ୱାରା ରାଷ୍ଟ୍ରପତି ନିର୍ବାଚିତ ହୁଅନ୍ତି। ପ୍ରବାସୀ ଭାରତୀୟମାନେ ଏହି ନିର୍ବାଚନରେ ଗୁରୁତ୍ୱପୂର୍ଣ୍ଣ ଭୂମିକା ଗ୍ରହଣ କରୁଛନ୍ତି। ଅନେକ ଭାରତୀୟ ବଂଶୋଦ୍ଭବ ନେତା ଆମେରିକାର ରାଜନୀତିରେ ଉଚ୍ଚ ପଦବୀରେ ପହଞ୍ଚିଛନ୍ତି। ଭାରତ-ଆମେରିକା ସମ୍ପର୍କ ଗତ ଦୁଇ ଦଶନ୍ଧି ଧରି ସୁଦୃଢ଼ ହୋଇଛି। ପ୍ରତିରକ୍ଷା, ବାଣିଜ୍ୟ ଓ ପ୍ରଯୁକ୍ତି କ୍ଷେତ୍ରରେ ସହଯୋଗ ବଢ଼ିଛି। ନୂଆ ରାଷ୍ଟ୍ରପତିଙ୍କ ନୀତି ଭାରତର ଆଇଟି ଶିଳ୍ପ, ଭିସା ନିୟମ ଓ ପ୍ରବାସୀ ନୀତି ଉପରେ ପ୍ରଭାବ ପକାଇବ। ଏଚ୍-୧ବି ଭିସା ନୀତିରେ ପରିବର୍ତ୍ତନ ଭାରତୀୟ ଯୁବକଙ୍କ ପାଇଁ ଗୁରୁତ୍ୱପୂର୍ଣ୍ଣ। ଜଳବାୟୁ ପରିବର୍ତ୍ତନ, ଆତଙ୍କବାଦ ବିରୋଧୀ ଲଢ଼େଇ ଓ ଏସିଆ-ପ୍ରଶାନ୍ତ ମହାସାଗର ଅଞ୍ଚଳର ସୁରକ୍ଷା ପ୍ରସଙ୍ଗରେ ଦୁଇ ଦେଶ ମିଳିମିଶି କାମ କରୁଛନ୍ତି। ଚୀନର ବଢ଼ୁଥିବା ପ୍ରଭାବକୁ ଦୃଷ୍ଟିରେ ରଖି ଆମେରିକା ଭାରତକୁ ଏକ ରଣନୈତିକ ସହଯୋଗୀ ଭାବେ ଦେଖୁଛି। ଆମେରିକାର ଅର୍ଥନୀତିରେ ମାନ୍ଦାବସ୍ଥା ବିଶ୍ୱ ବଜାରକୁ ପ୍ରଭାବିତ କରେ।	[6, 937, 768, 1182]
letter-pond	[1172, 350, 1494, 492]
sudoku-cell[interactable]	[1383, 1916, 1409, 1943]
past-brand: ଧରିତ୍ରୀ	[1174, 1172, 1231, 1193]
sudoku-cell[interactable]	[1409, 1810, 1436, 1837]
reg-mark	[92, 2313, 106, 2327]
sudoku-cell[interactable]	[1200, 1704, 1226, 1731]
sudoku-cell[interactable]: 3	[1226, 1783, 1252, 1810]
sudoku-cell[interactable]	[1409, 1704, 1436, 1731]
poem-line: ସଫୁ ଛନ୍ଦ ତୁମ୍ଭ ଛନ୍ଦ ଆମ୍ଭ ପରେ ତୁଳାଇ ବିଭାକ	[17, 95, 236, 109]
article3-author-badge	[735, 1935, 885, 1961]
sudoku-row	[1173, 1677, 1435, 1704]
sudoku-cell[interactable]	[1383, 1863, 1409, 1890]
weekly-item: ୧୪ - ଶଙ୍କରାଚାର୍ଯ୍ୟ ଜୟନ୍ତୀ ପାଳନ।	[1172, 1529, 1337, 1544]
email-link[interactable]: E-mail:advt@dharitri.com	[1259, 1120, 1407, 1134]
chirantani-poem	[17, 55, 325, 169]
poem-source: (ମୁକ୍ତକ ବର୍ଷା)	[256, 133, 325, 147]
banner-title: ଆମ ସମସ୍ୟା	[1232, 8, 1419, 49]
aam-samasya-banner	[1172, 6, 1494, 58]
sudoku-row	[1173, 1836, 1435, 1863]
color-dots	[1220, 2313, 1284, 2332]
sudoku-row	[1173, 1730, 1435, 1757]
sudoku-cell[interactable]	[1252, 1836, 1278, 1863]
past-title-2: ତଳର ଧରିତ୍ରୀ	[1212, 1238, 1348, 1266]
sudoku-cell[interactable]	[1226, 1916, 1252, 1943]
sudoku-cell[interactable]	[1304, 1757, 1331, 1784]
sudoku-cell[interactable]	[1278, 1916, 1305, 1943]
sudoku-cell[interactable]	[1409, 1916, 1436, 1943]
sudoku-cell[interactable]: E	[1409, 1757, 1436, 1784]
sudoku-cell[interactable]	[1200, 1783, 1226, 1810]
